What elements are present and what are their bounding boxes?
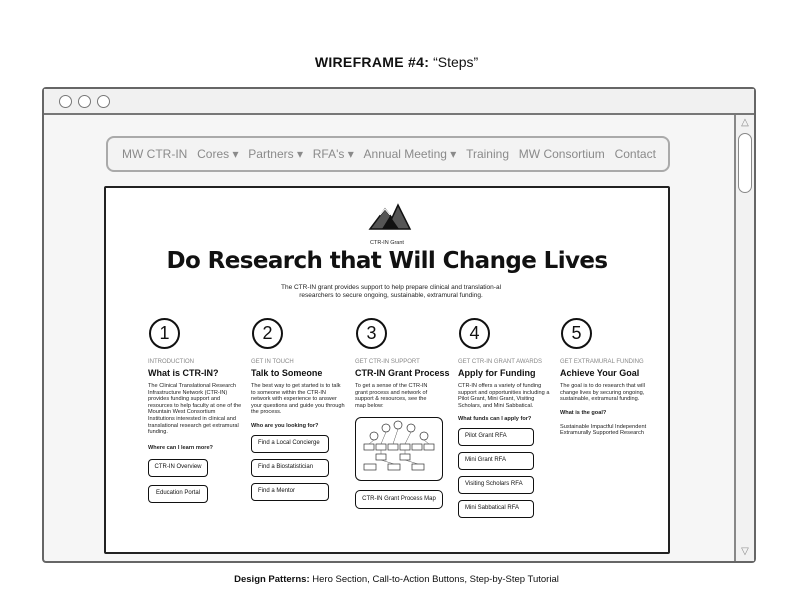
step-kicker: GET EXTRAMURAL FUNDING bbox=[560, 359, 644, 365]
nav-item-partners[interactable]: Partners ▾ bbox=[248, 147, 303, 161]
footer-label: Design Patterns: bbox=[234, 574, 310, 585]
step-description: The best way to get started is to talk to someone within the CTR-IN network with experience to answer your questions and guide you through the process. bbox=[251, 383, 345, 416]
nav-item-cores[interactable]: Cores ▾ bbox=[197, 147, 239, 161]
step-title: Apply for Funding bbox=[458, 368, 536, 378]
nav-item-mw-consortium[interactable]: MW Consortium bbox=[518, 147, 605, 161]
grant-process-map-button[interactable]: CTR-IN Grant Process Map bbox=[355, 490, 443, 509]
step-title: What is CTR-IN? bbox=[148, 368, 219, 378]
step-number-badge: 2 bbox=[252, 318, 283, 349]
pilot-grant-rfa-button[interactable]: Pilot Grant RFA bbox=[458, 428, 534, 446]
step-5 bbox=[560, 318, 655, 437]
find-local-concierge-button[interactable]: Find a Local Concierge bbox=[251, 435, 329, 453]
step-kicker: GET CTR-IN SUPPORT bbox=[355, 359, 420, 365]
scroll-down-icon[interactable]: ▽ bbox=[741, 546, 749, 557]
step-question: Where can I learn more? bbox=[148, 444, 213, 451]
find-biostatistician-button[interactable]: Find a Biostatistician bbox=[251, 459, 329, 477]
browser-titlebar bbox=[44, 89, 754, 115]
nav-item-annual-meeting[interactable]: Annual Meeting ▾ bbox=[363, 147, 457, 161]
education-portal-button[interactable]: Education Portal bbox=[148, 485, 208, 503]
step-number-badge: 4 bbox=[459, 318, 490, 349]
step-description: The goal is to do research that will change lives by securing ongoing, sustainable, extramural funding. bbox=[560, 383, 645, 403]
step-kicker: INTRODUCTION bbox=[148, 359, 194, 365]
step-description: CTR-IN offers a variety of funding support and opportunities including a Pilot Grant, Mini Grant, Visiting Scholars, and Mini Sabbatical. bbox=[458, 383, 550, 409]
step-1 bbox=[148, 318, 243, 503]
nav-item-training[interactable]: Training bbox=[466, 147, 509, 161]
wireframe-name: “Steps” bbox=[433, 54, 479, 70]
step-2 bbox=[251, 318, 346, 501]
step-kicker: GET CTR-IN GRANT AWARDS bbox=[458, 359, 543, 365]
window-minimize-icon[interactable] bbox=[78, 95, 91, 108]
nav-item-contact[interactable]: Contact bbox=[614, 147, 656, 161]
scroll-up-icon[interactable]: △ bbox=[741, 117, 749, 128]
step-description: To get a sense of the CTR-IN grant process and network of support & resources, see the map below: bbox=[355, 383, 428, 409]
step-answer: Sustainable Impactful Independent Extramurally Supported Research bbox=[560, 423, 647, 437]
step-number-badge: 3 bbox=[356, 318, 387, 349]
wireframe-label: WIREFRAME #4: bbox=[314, 54, 430, 70]
mountain-logo-icon bbox=[368, 201, 412, 231]
window-maximize-icon[interactable] bbox=[97, 95, 110, 108]
main-navigation bbox=[106, 136, 670, 172]
hero-eyebrow: CTR-IN Grant bbox=[370, 240, 404, 246]
browser-window bbox=[42, 87, 756, 563]
step-number-badge: 1 bbox=[149, 318, 180, 349]
ctr-in-overview-button[interactable]: CTR-IN Overview bbox=[148, 459, 208, 477]
step-title: Talk to Someone bbox=[251, 368, 323, 378]
step-kicker: GET IN TOUCH bbox=[251, 359, 294, 365]
nav-item-home[interactable]: MW CTR-IN bbox=[122, 147, 188, 161]
step-4 bbox=[458, 318, 553, 518]
nav-item-rfas[interactable]: RFA's ▾ bbox=[312, 147, 354, 161]
find-mentor-button[interactable]: Find a Mentor bbox=[251, 483, 329, 501]
step-description: The Clinical Translational Research Infrastructure Network (CTR-IN) provides funding support and resources to help faculty at one of the Mountain West Consortium Institutions interested in clinical and translational research get extramural funding. bbox=[148, 383, 242, 436]
hero-lead-text: The CTR-IN grant provides support to help prepare clinical and translation-al researchers to secure ongoing, sustainable, extramural funding. bbox=[280, 284, 502, 299]
step-title: Achieve Your Goal bbox=[560, 368, 640, 378]
scroll-thumb[interactable] bbox=[738, 133, 752, 193]
step-number-badge: 5 bbox=[561, 318, 592, 349]
window-close-icon[interactable] bbox=[59, 95, 72, 108]
step-title: CTR-IN Grant Process bbox=[355, 368, 450, 378]
vertical-scrollbar[interactable] bbox=[734, 115, 754, 561]
grant-process-map-thumbnail[interactable] bbox=[355, 417, 443, 481]
hero-headline: Do Research that Will Change Lives bbox=[166, 248, 608, 274]
wireframe-title bbox=[0, 54, 793, 70]
step-question: What funds can I apply for? bbox=[458, 416, 532, 423]
hero-section bbox=[104, 186, 670, 554]
process-map-diagram-icon bbox=[356, 418, 441, 479]
design-patterns-caption bbox=[0, 574, 793, 585]
visiting-scholars-rfa-button[interactable]: Visiting Scholars RFA bbox=[458, 476, 534, 494]
step-question: Who are you looking for? bbox=[251, 422, 319, 429]
step-3 bbox=[355, 318, 450, 502]
mini-sabbatical-rfa-button[interactable]: Mini Sabbatical RFA bbox=[458, 500, 534, 518]
step-question: What is the goal? bbox=[560, 409, 607, 416]
mini-grant-rfa-button[interactable]: Mini Grant RFA bbox=[458, 452, 534, 470]
footer-text: Hero Section, Call-to-Action Buttons, Step-by-Step Tutorial bbox=[309, 574, 559, 585]
